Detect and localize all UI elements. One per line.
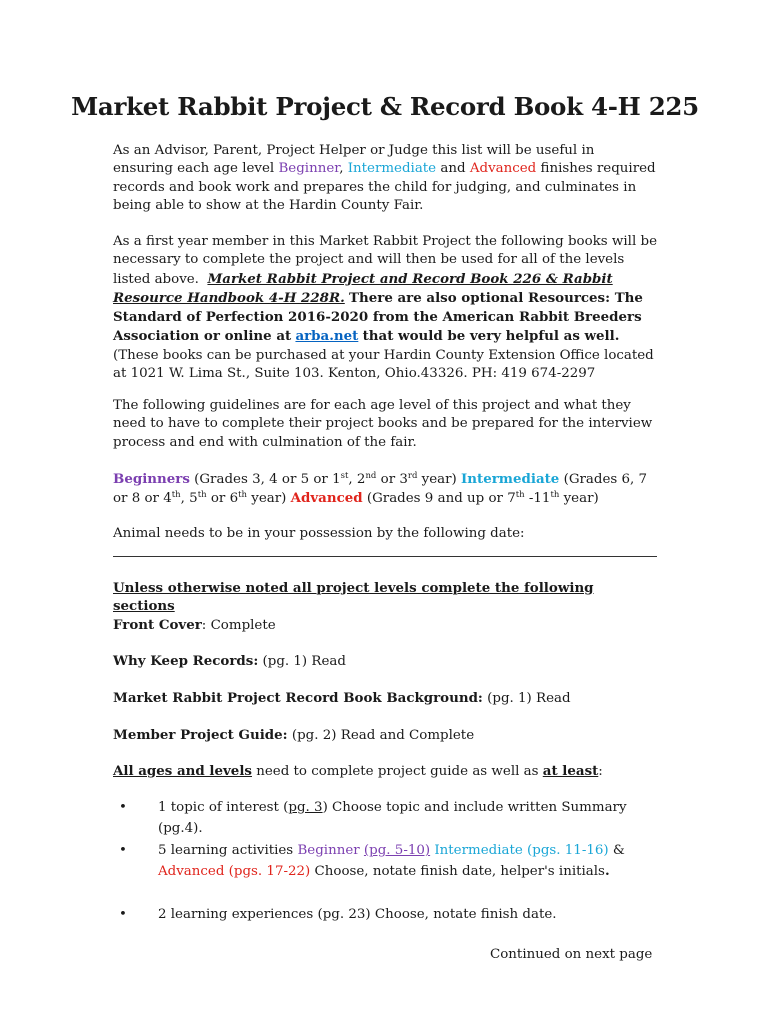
intermediate-pages: Intermediate (pgs. 11-16): [434, 843, 609, 858]
guidelines-paragraph: The following guidelines are for each age level of this project and what they need to have to complete their project books and be prepared for the interview process and end with culmination of the fair.: [113, 398, 653, 450]
bullet-topic-of-interest: [158, 797, 658, 839]
sup-nd: nd: [365, 471, 377, 481]
why-keep-records-text: (pg. 1) Read: [262, 654, 346, 669]
colon: :: [598, 764, 603, 779]
beginners-grades-c: or 3: [380, 472, 408, 487]
page-title: Market Rabbit Project & Record Book 4-H 225: [71, 92, 699, 121]
page-ref: pg. 3: [288, 800, 323, 815]
required-books: Market Rabbit Project and Record Book 226 & Rabbit Resource Handbook 4-H 228R.: [113, 270, 613, 306]
bullet-text-end: ) Choose topic and include written Summary (pg.4).: [158, 800, 627, 836]
advanced-level-label: Advanced: [290, 490, 363, 507]
front-cover-text: : Complete: [201, 618, 276, 633]
advanced-label: Advanced: [469, 161, 537, 177]
bullet-text: 1 topic of interest (: [158, 800, 289, 815]
intermediate-grades: (Grades 6, 7 or 8 or 4: [113, 472, 648, 507]
why-keep-records-row: [113, 652, 658, 671]
advanced-pages: Advanced (pgs. 17-22): [158, 864, 311, 879]
ampersand: &: [612, 843, 625, 858]
beginners-grades-d: year): [421, 472, 457, 487]
all-ages-row: [113, 762, 658, 781]
member-guide-row: [113, 726, 658, 745]
intro-text-end: finishes required records and book work and prepares the child for judging, and culminates in being able to show at the Hardin County Fair.: [113, 161, 656, 213]
levels-paragraph: [113, 470, 658, 509]
advanced-grades-b: -11: [528, 491, 551, 507]
advanced-grades: (Grades 9 and up or 7: [366, 491, 516, 507]
member-guide-label: Member Project Guide:: [113, 727, 288, 743]
intermediate-grades-c: or 6: [210, 491, 239, 507]
background-row: [113, 689, 658, 708]
sections-heading: Unless otherwise noted all project levels complete the following sections: [113, 580, 594, 615]
sup-th: th: [197, 490, 207, 501]
bullet-learning-activities: [158, 840, 658, 882]
beginner-label: Beginner: [297, 843, 360, 858]
why-keep-records-label: Why Keep Records:: [113, 653, 259, 669]
first-year-text: As a first year member in this Market Rabbit Project the following books will be necessary to complete the project and will then be used for all of the levels listed above.: [113, 234, 657, 287]
bullet-text: 5 learning activities: [158, 843, 294, 858]
all-ages-text: need to complete project guide as well as: [256, 764, 539, 779]
continued-note: Continued on next page: [490, 947, 653, 962]
intermediate-grades-d: year): [251, 491, 287, 507]
all-ages-label: All ages and levels: [113, 763, 252, 779]
intermediate-level-label: Intermediate: [461, 471, 560, 487]
intro-text: As an Advisor, Parent, Project Helper or Judge this list will be useful in ensuring each age level: [113, 143, 595, 177]
beginners-label: Beginners: [113, 471, 190, 487]
possession-text: Animal needs to be in your possession by the following date:: [113, 526, 525, 541]
purchase-info: (These books can be purchased at your Hardin County Extension Office located at 1021 W. Lima St., Suite 103. Kenton, Ohio.43326. PH: 419 674-2297: [113, 347, 654, 382]
sup-st: st: [340, 471, 349, 481]
bullet-icon: •: [119, 800, 127, 815]
beginners-grades: (Grades 3, 4 or 5 or 1: [194, 472, 341, 487]
front-cover-label: Front Cover: [113, 617, 202, 633]
advanced-grades-c: year): [563, 491, 599, 507]
background-label: Market Rabbit Project Record Book Background:: [113, 690, 483, 706]
period: .: [604, 863, 610, 879]
beginners-grades-b: , 2: [348, 472, 366, 487]
sup-th: th: [550, 490, 560, 501]
intermediate-grades-b: , 5: [180, 491, 198, 507]
optional-resources-end: that would be very helpful as well.: [362, 328, 620, 345]
at-least-label: at least: [542, 763, 599, 779]
first-year-paragraph: [113, 233, 658, 383]
member-guide-text: (pg. 2) Read and Complete: [291, 728, 475, 743]
and-word: and: [440, 161, 466, 177]
front-cover-row: [113, 616, 658, 635]
sup-th: th: [515, 490, 525, 501]
intro-paragraph: [113, 142, 658, 215]
bullet-text-end: Choose, notate finish date, helper's initials: [314, 864, 605, 879]
sup-th: th: [171, 490, 181, 501]
arba-link[interactable]: arba.net: [295, 328, 359, 345]
sup-th: th: [238, 490, 247, 501]
bullet-icon: •: [119, 843, 127, 858]
background-text: (pg. 1) Read: [487, 691, 571, 706]
beginner-label: Beginner: [278, 161, 340, 177]
beginner-pages: (pg. 5-10): [363, 843, 431, 858]
comma: ,: [339, 161, 344, 177]
bullet-icon: •: [119, 907, 127, 922]
sup-rd: rd: [407, 471, 418, 481]
date-blank-line: [113, 556, 657, 557]
optional-resources: There are also optional Resources: The Standard of Perfection 2016-2020 from the American Rabbit Breeders Association or online at: [113, 289, 643, 345]
intermediate-label: Intermediate: [347, 161, 437, 177]
bullet-learning-experiences: 2 learning experiences (pg. 23) Choose, notate finish date.: [158, 907, 557, 922]
